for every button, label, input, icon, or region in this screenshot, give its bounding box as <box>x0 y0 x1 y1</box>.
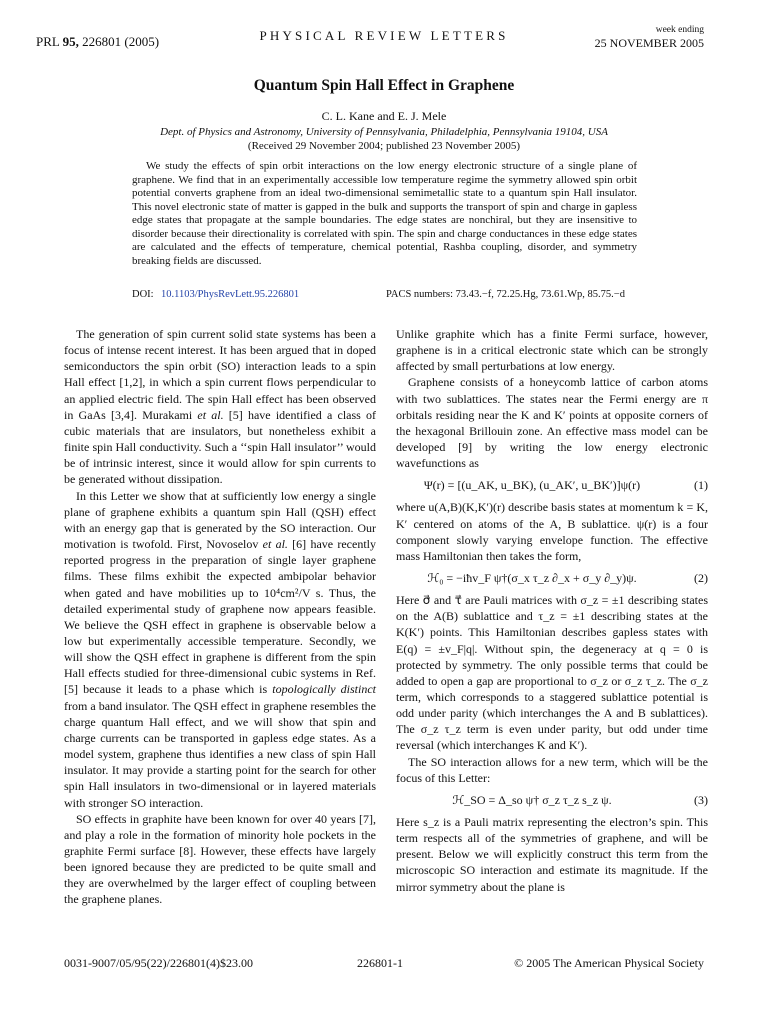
paragraph: Graphene consists of a honeycomb lattice of carbon atoms with two sublattices. The states near the Fermi energy are π orbitals residing near the K and K′ points at opposite corners of the hexagonal Brillouin zone. An effective mass model can be developed [9] by writing the low energy electronic wavefunctions as <box>396 375 708 471</box>
body-column-left <box>64 326 376 908</box>
equation-body: ℋ₀ = −iħv_F ψ†(σ_x τ_z ∂_x + σ_y ∂_y)ψ. <box>427 571 637 586</box>
paper-abstract: We study the effects of spin orbit interactions on the low energy electronic structure of a single plane of graphene. We find that in an experimentally accessible low temperature regime the symmetry allowed spin orbit potential converts graphene from an ideal two-dimensional semimetallic state to a quantum spin Hall insulator. This novel electronic state of matter is gapped in the bulk and supports the transport of spin and charge in gapless edge states that propagate at the sample boundaries. The edge states are nonchiral, but they are insensitive to disorder because their directionality is correlated with spin. The spin and charge conductances in these edge states are calculated and the effects of temperature, chemical potential, Rashba coupling, disorder, and symmetry breaking fields are discussed. <box>132 160 637 267</box>
equation-3 <box>396 786 708 814</box>
journal-name: PHYSICAL REVIEW LETTERS <box>259 28 509 43</box>
text-run: In this Letter we show that at sufficiently low energy a single plane of graphene exhibits a quantum spin Hall (QSH) effect with an energy gap that is generated by the SO interaction. Our motivation is twofold. First, Novoselov <box>64 488 376 552</box>
equation-2 <box>396 564 708 592</box>
page-number: 226801-1 <box>357 956 403 970</box>
doi-label: DOI: <box>132 289 154 300</box>
body-column-right <box>396 326 708 895</box>
paragraph: SO effects in graphite have been known for over 40 years [7], and play a role in the formation of minority hole pockets in the graphite Fermi surface [8]. However, these effects have largely been ignored because they are predicted to be quite small and they are overwhelmed by the larger effect of coupling between the graphene planes. <box>64 811 376 907</box>
paragraph: Here σ⃗ and τ⃗ are Pauli matrices with σ_z = ±1 describing states on the A(B) sublattice and τ_z = ±1 describing states at the K(K′) points. This Hamiltonian describes gapless states with E(q) = ±v_F|q|. Without spin, the degeneracy at q = 0 is protected by symmetry. The only possible terms that could be added to open a gap are proportional to σ_z or σ_z τ_z. The σ_z term, which corresponds to a staggered sublattice potential is odd under parity (which interchanges the A and B sublattices). The σ_z τ_z term is even under parity, but odd under time reversal (which interchanges K and K′). <box>396 593 708 753</box>
footer-code: 0031-9007/05/95(22)/226801(4)$23.00 <box>64 956 253 970</box>
journal-article-year: 226801 (2005) <box>82 34 160 49</box>
equation-number: (1) <box>694 478 708 493</box>
paragraph: The SO interaction allows for a new term, which will be the focus of this Letter: <box>396 754 708 785</box>
paragraph <box>64 326 376 488</box>
doi-link[interactable]: 10.1103/PhysRevLett.95.226801 <box>161 289 300 300</box>
journal-abbrev: PRL <box>36 34 60 49</box>
text-italic: et al. <box>262 537 288 552</box>
paragraph: Unlike graphite which has a finite Fermi surface, however, graphene is in a critical electronic state which can be strongly affected by small perturbations at low energy. <box>396 327 708 374</box>
equation-body: Ψ(r) = [(u_AK, u_BK), (u_AK′, u_BK′)]ψ(r) <box>423 478 641 493</box>
paragraph: where u(A,B)(K,K′)(r) describe basis states at momentum k = K, K′ centered on atoms of the A, B sublattice. ψ(r) is a four component slowly varying envelope function. The effective mass Hamiltonian then takes the form, <box>396 500 708 563</box>
running-header <box>0 24 768 54</box>
journal-volume: 95, <box>62 34 79 49</box>
paper-title: Quantum Spin Hall Effect in Graphene <box>253 77 515 94</box>
text-italic: et al. <box>197 407 224 422</box>
paper-authors: C. L. Kane and E. J. Mele <box>321 109 447 123</box>
paper-received-dates: (Received 29 November 2004; published 23 November 2005) <box>247 140 521 152</box>
week-ending-date: 25 NOVEMBER 2005 <box>594 36 704 50</box>
copyright: © 2005 The American Physical Society <box>514 956 704 970</box>
text-italic: topologically distinct <box>272 682 377 697</box>
text-run: [6] have recently reported progress in the preparation of single layer graphene films. These films exhibit the expected ambipolar behavior when gated and have mobilities up to 10⁴cm²/V s. Thus, the detailed experimental study of graphene now appears feasible. We believe the QSH effect in graphene is observable below a low but experimentally accessible temperature. Secondly, we will show the QSH effect in graphene is different from the spin Hall effects studied for three-dimensional cubic systems in Ref. [5] because it leads to a phase which is <box>64 537 376 697</box>
paragraph: Here s_z is a Pauli matrix representing the electron’s spin. This term respects all of the symmetries of graphene, and will be present. Below we will explicitly construct this term from the microscopic SO interaction and estimate its magnitude. If the mirror symmetry about the plane is <box>396 814 708 894</box>
text-run: [5] have identified a class of cubic materials that are insulators, but nonetheless exhibit a finite spin Hall conductivity. Such a ‘‘spin Hall insulator’’ would be of intrinsic interest, since it would allow for spin currents to be generated without dissipation. <box>64 407 377 487</box>
pacs-numbers: PACS numbers: 73.43.−f, 72.25.Hg, 73.61.Wp, 85.75.−d <box>386 289 625 300</box>
paper-affiliation: Dept. of Physics and Astronomy, University of Pennsylvania, Philadelphia, Pennsylvania 19104, USA <box>160 126 608 138</box>
equation-number: (2) <box>694 571 708 586</box>
paragraph <box>64 488 376 811</box>
equation-number: (3) <box>694 792 708 807</box>
issue-date <box>595 24 704 50</box>
week-ending-label: week ending <box>655 25 704 35</box>
text-run: The generation of spin current solid state systems has been a focus of intense recent interest. It has been argued that in doped semiconductors the spin orbit (SO) interaction leads to a spin Hall effect [1,2], in which a spin current flows perpendicular to an applied electric field. The spin Hall effect has been observed in GaAs [3,4]. Murakami <box>64 327 376 422</box>
equation-body: ℋ_SO = Δ_so ψ† σ_z τ_z s_z ψ. <box>452 792 612 807</box>
equation-1 <box>396 471 708 499</box>
text-run: from a band insulator. The QSH effect in graphene resembles the charge quantum Hall effect, and we will show that spin and charge currents can be transported in gapless edge states. As a model system, graphene thus identifies a new class of spin Hall insulator. It may provide a starting point for the search for other spin Hall insulators in two-dimensional or in layered materials with stronger SO interaction. <box>64 698 376 810</box>
